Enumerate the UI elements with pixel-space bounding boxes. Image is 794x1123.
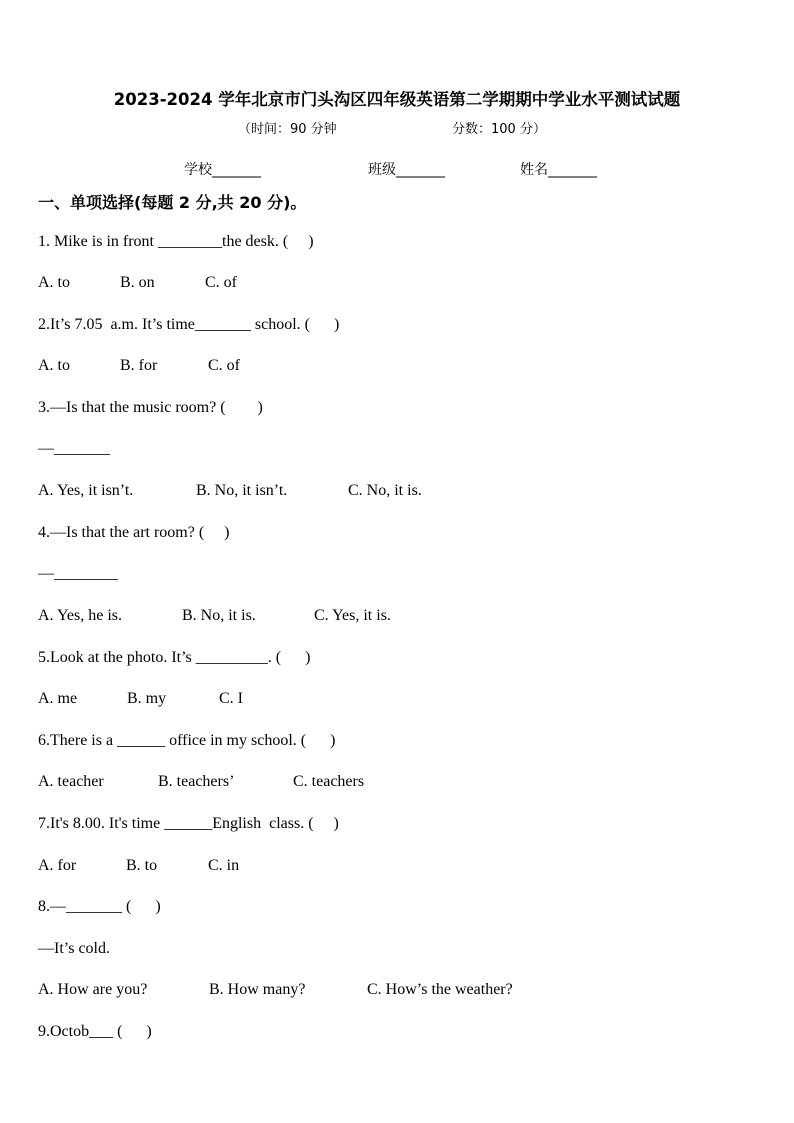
- exam-time: （时间：90 分钟: [238, 122, 337, 137]
- question-8: 8.—_______ ( ): [38, 898, 161, 915]
- q8-option-c: C. How’s the weather?: [367, 981, 513, 998]
- class-field: 班级_______: [368, 162, 445, 178]
- q4-option-a: A. Yes, he is.: [38, 607, 123, 624]
- school-field: 学校_______: [184, 162, 261, 178]
- question-3: 3.—Is that the music room? ( ): [38, 399, 263, 416]
- q6-option-b: B. teachers’: [158, 773, 235, 790]
- exam-title: 2023-2024 学年北京市门头沟区四年级英语第二学期期中学业水平测试试题: [113, 90, 681, 109]
- question-9: 9.Octob___ ( ): [38, 1023, 152, 1040]
- question-4-reply: —________: [38, 565, 118, 582]
- q6-option-a: A. teacher: [38, 773, 104, 790]
- q8-option-b: B. How many?: [209, 981, 306, 998]
- q1-option-c: C. of: [205, 274, 237, 291]
- q8-option-a: A. How are you?: [38, 981, 148, 998]
- q3-option-a: A. Yes, it isn’t.: [38, 482, 134, 499]
- q1-option-b: B. on: [120, 274, 155, 291]
- question-3-reply: —_______: [38, 440, 110, 457]
- q5-option-b: B. my: [127, 690, 167, 707]
- q7-option-a: A. for: [38, 857, 77, 874]
- q6-option-c: C. teachers: [293, 773, 365, 790]
- question-8-reply: —It’s cold.: [38, 940, 110, 957]
- q5-option-c: C. I: [219, 690, 243, 707]
- q4-option-c: C. Yes, it is.: [314, 607, 391, 624]
- question-2: 2.It’s 7.05 a.m. It’s time_______ school. ( ): [38, 316, 340, 333]
- question-5: 5.Look at the photo. It’s _________. ( ): [38, 649, 311, 666]
- question-7: 7.It's 8.00. It's time ______English class. ( ): [38, 815, 339, 832]
- q7-option-b: B. to: [126, 857, 158, 874]
- q2-option-b: B. for: [120, 357, 158, 374]
- q7-option-c: C. in: [208, 857, 240, 874]
- q1-option-a: A. to: [38, 274, 70, 291]
- question-1: 1. Mike is in front ________the desk. ( ): [38, 233, 314, 250]
- exam-score: 分数：100 分）: [452, 122, 546, 137]
- name-field: 姓名_______: [520, 162, 597, 178]
- question-6: 6.There is a ______ office in my school. ( ): [38, 732, 336, 749]
- q3-option-c: C. No, it is.: [348, 482, 422, 499]
- question-4: 4.—Is that the art room? ( ): [38, 524, 230, 541]
- q5-option-a: A. me: [38, 690, 78, 707]
- q2-option-a: A. to: [38, 357, 70, 374]
- section-heading: 一、单项选择(每题 2 分,共 20 分)。: [38, 193, 307, 212]
- q3-option-b: B. No, it isn’t.: [196, 482, 288, 499]
- q4-option-b: B. No, it is.: [182, 607, 256, 624]
- q2-option-c: C. of: [208, 357, 240, 374]
